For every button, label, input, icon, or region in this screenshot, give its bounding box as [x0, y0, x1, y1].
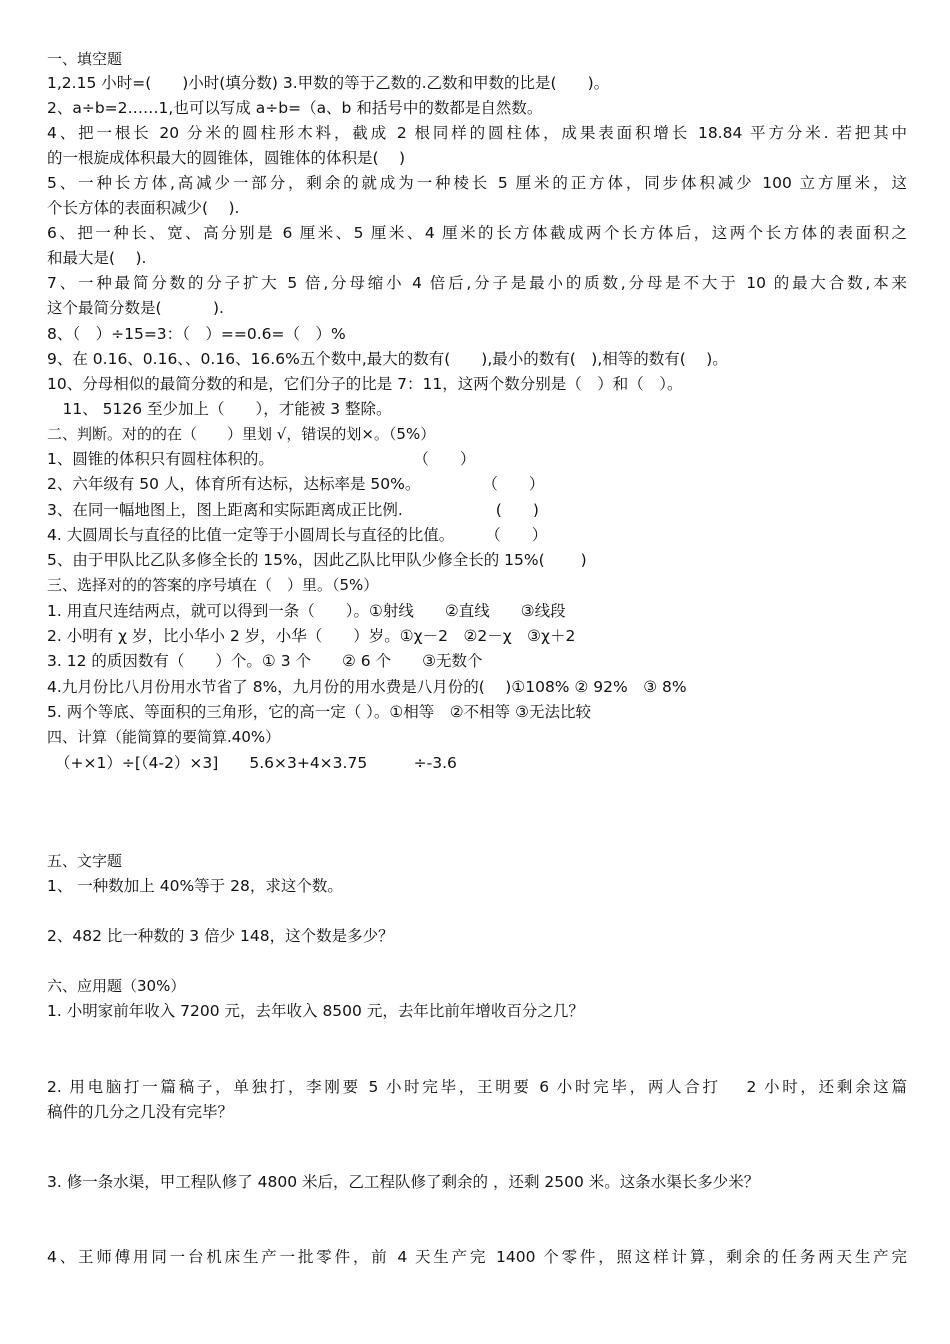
fill-question-6-line-2: 和最大是( ). [47, 249, 147, 267]
fill-question-10: 10、分母相似的最简分数的和是，它们分子的比是 7：11，这两个数分别是（ ）和（ ）。 [47, 375, 683, 393]
fill-question-11: 11、 5126 至少加上（ ），才能被 3 整除。 [47, 400, 392, 418]
judge-question-3: 3、在同一幅地图上，图上距离和实际距离成正比例. ( ) [47, 501, 539, 519]
section-2-title: 二、判断。对的的在（ ）里划 √，错误的划×。（5%） [47, 425, 436, 443]
fill-question-9: 9、在 0.16、0.16、、0.16、16.6%五个数中,最大的数有( ),最小的数有( ),相等的数有( )。 [47, 350, 728, 368]
fill-question-4-line-1: 4、把一根长 20 分米的圆柱形木料，截成 2 根同样的圆柱体，成果表面积增长 18.84 平方分米. 若把其中 [47, 124, 907, 142]
application-question-2-line-2: 稿件的几分之几没有完毕？ [47, 1103, 234, 1121]
choice-question-3: 3. 12 的质因数有（ ）个。① 3 个 ② 6 个 ③无数个 [47, 652, 483, 670]
fill-question-2: 2、a÷b=2……1,也可以写成 a÷b=（a、b 和括号中的数都是自然数。 [47, 99, 543, 117]
fill-question-7-line-2: 这个最简分数是( ). [47, 299, 224, 317]
section-6-title: 六、应用题（30%） [47, 977, 186, 995]
choice-question-4: 4.九月份比八月份用水节省了 8%，九月份的用水费是八月份的( )①108% ② 92% ③ 8% [47, 678, 687, 696]
judge-question-1: 1、圆锥的体积只有圆柱体积的。 （ ） [47, 450, 476, 468]
choice-question-5: 5. 两个等底、等面积的三角形，它的高一定（ ）。①相等 ②不相等 ③无法比较 [47, 703, 592, 721]
application-question-2-line-1: 2. 用电脑打一篇稿子，单独打，李刚要 5 小时完毕，王明要 6 小时完毕，两人合打 2 小时，还剩余这篇 [47, 1078, 907, 1096]
word-question-2: 2、482 比一种数的 3 倍少 148，这个数是多少？ [47, 927, 394, 945]
fill-question-5-line-1: 5、一种长方体,高减少一部分，剩余的就成为一种棱长 5 厘米的正方体，同步体积减少 100 立方厘米，这 [47, 174, 907, 192]
section-3-title: 三、选择对的的答案的序号填在（ ）里。（5%） [47, 576, 379, 594]
judge-question-2: 2、六年级有 50 人，体育所有达标，达标率是 50%。 （ ） [47, 475, 545, 493]
fill-question-8: 8、（ ）÷15=3：（ ）==0.6=（ ）% [47, 325, 346, 343]
choice-question-1: 1. 用直尺连结两点，就可以得到一条（ ）。①射线 ②直线 ③线段 [47, 602, 566, 620]
choice-question-2: 2. 小明有 χ 岁，比小华小 2 岁，小华（ ）岁。①χ－2 ②2－χ ③χ＋2 [47, 627, 576, 645]
fill-question-7-line-1: 7、一种最简分数的分子扩大 5 倍,分母缩小 4 倍后,分子是最小的质数,分母是不大于 10 的最大合数,本来 [47, 274, 907, 292]
fill-question-4-line-2: 的一根旋成体积最大的圆锥体，圆锥体的体积是( ) [47, 149, 406, 167]
section-4-title: 四、计算（能简算的要简算.40%） [47, 728, 281, 746]
fill-question-6-line-1: 6、把一种长、宽、高分别是 6 厘米、5 厘米、4 厘米的长方体截成两个长方体后，这两个长方体的表面积之 [47, 224, 907, 242]
section-1-title: 一、填空题 [47, 50, 123, 68]
section-5-title: 五、文字题 [47, 852, 123, 870]
application-question-1: 1. 小明家前年收入 7200 元，去年收入 8500 元，去年比前年增收百分之几？ [47, 1002, 584, 1020]
word-question-1: 1、 一种数加上 40%等于 28，求这个数。 [47, 877, 343, 895]
fill-question-5-line-2: 个长方体的表面积减少( ). [47, 199, 240, 217]
calculation-line: （+×1）÷[（4-2）×3] 5.6×3+4×3.75 ÷-3.6 [55, 754, 457, 772]
application-question-4-line-1: 4、王师傅用同一台机床生产一批零件，前 4 天生产完 1400 个零件，照这样计算，剩余的任务两天生产完 [47, 1248, 907, 1266]
judge-question-5: 5、由于甲队比乙队多修全长的 15%，因此乙队比甲队少修全长的 15%( ) [47, 551, 587, 569]
fill-question-1-3: 1,2.15 小时=( )小时(填分数) 3.甲数的等于乙数的.乙数和甲数的比是( )。 [47, 74, 610, 92]
application-question-3: 3. 修一条水渠，甲工程队修了 4800 米后，乙工程队修了剩余的 ，还剩 2500 米。这条水渠长多少米？ [47, 1173, 760, 1191]
judge-question-4: 4. 大圆周长与直径的比值一定等于小圆周长与直径的比值。 （ ） [47, 526, 548, 544]
